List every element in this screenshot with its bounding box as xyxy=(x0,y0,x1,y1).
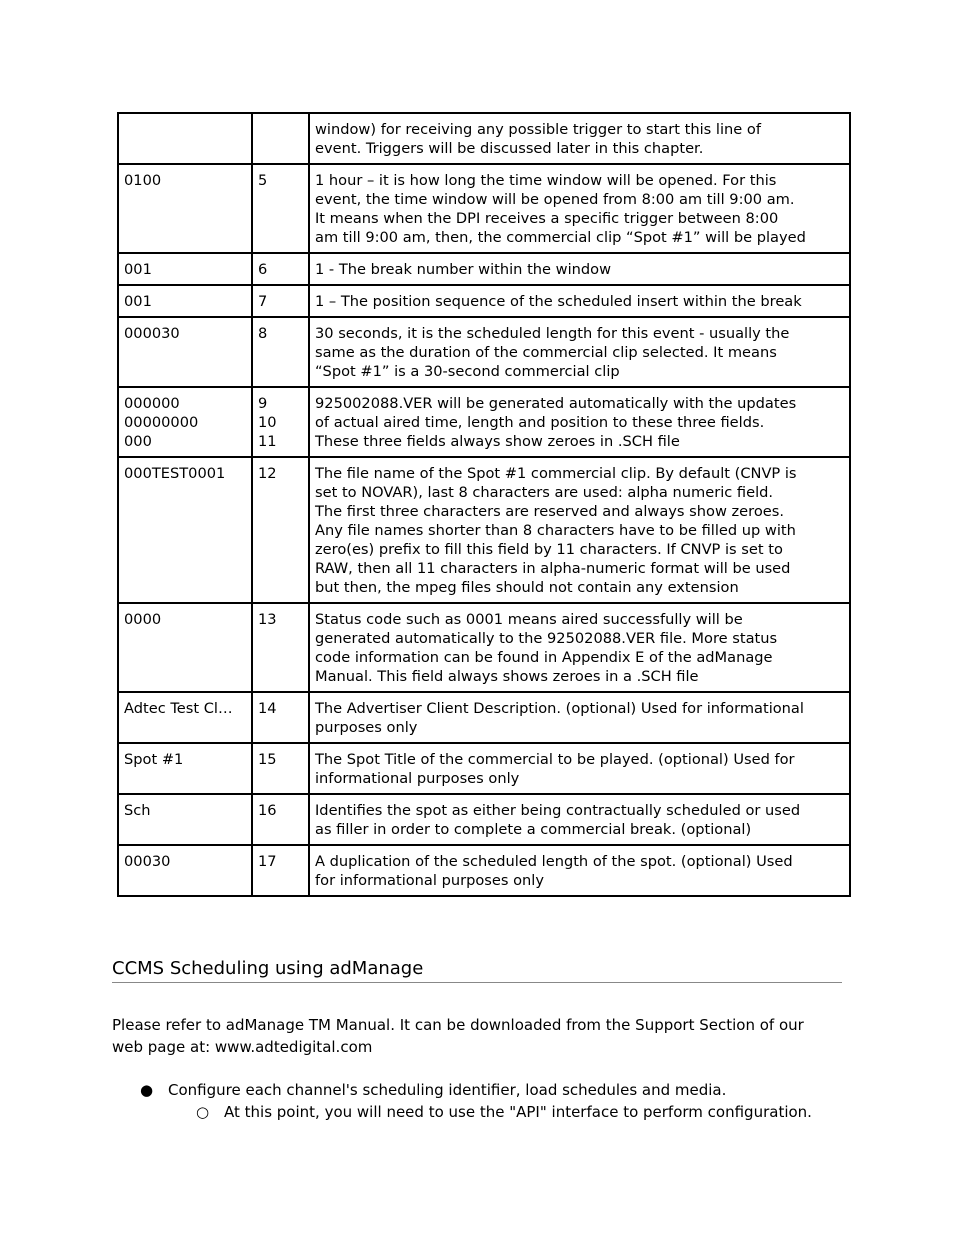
cell-value: Spot #1 xyxy=(118,743,252,794)
bullet-dot-icon: ● xyxy=(140,1081,154,1099)
table-row xyxy=(118,457,850,603)
cell-description: The Spot Title of the commercial to be played. (optional) Used for informational purposes only xyxy=(309,743,850,794)
table-row xyxy=(118,743,850,794)
table-row xyxy=(118,285,850,317)
cell-description: 1 - The break number within the window xyxy=(309,253,850,285)
cell-value xyxy=(118,692,252,743)
cell-description: 30 seconds, it is the scheduled length for this event - usually the same as the duration of the commercial clip selected. It means “Spot #1” is a 30-second commercial clip xyxy=(309,317,850,387)
cell-field-number: 13 xyxy=(252,603,309,692)
table-row xyxy=(118,794,850,845)
field-description-table xyxy=(117,112,851,897)
table-row xyxy=(118,387,850,457)
sub-bullet-circle-icon: ○ xyxy=(196,1103,210,1121)
cell-value: 00030 xyxy=(118,845,252,896)
cell-field-number: 8 xyxy=(252,317,309,387)
cell-field-number: 17 xyxy=(252,845,309,896)
sub-bullet-item-text: At this point, you will need to use the "API" interface to perform configuration. xyxy=(224,1103,812,1121)
table-row xyxy=(118,603,850,692)
cell-description: 925002088.VER will be generated automatically with the updates of actual aired time, length and position to these three fields. These three fields always show zeroes in .SCH file xyxy=(309,387,850,457)
table-row xyxy=(118,113,850,164)
section-paragraph: Please refer to adManage TM Manual. It can be downloaded from the Support Section of our web page at: www.adtedigital.com xyxy=(112,1016,804,1056)
table-row xyxy=(118,317,850,387)
cell-description: 1 – The position sequence of the scheduled insert within the break xyxy=(309,285,850,317)
cell-description: The file name of the Spot #1 commercial clip. By default (CNVP is set to NOVAR), last 8 characters are used: alpha numeric field. The first three characters are reserved and always show zeroes. Any file names shorter than 8 characters have to be filled up with zero(es) prefix to fill this field by 11 characters. If CNVP is set to RAW, then all 11 characters in alpha-numeric format will be used but then, the mpeg files should not contain any extension xyxy=(309,457,850,603)
cell-field-number: 7 xyxy=(252,285,309,317)
bullet-item-text: Configure each channel's scheduling identifier, load schedules and media. xyxy=(168,1081,727,1099)
cell-description: Identifies the spot as either being contractually scheduled or used as filler in order to complete a commercial break. (optional) xyxy=(309,794,850,845)
cell-description: Status code such as 0001 means aired successfully will be generated automatically to the 92502088.VER file. More status code information can be found in Appendix E of the adManage Manual. This field always shows zeroes in a .SCH file xyxy=(309,603,850,692)
bullet-item xyxy=(112,1079,872,1101)
cell-field-number: 16 xyxy=(252,794,309,845)
cell-value: 000030 xyxy=(118,317,252,387)
cell-field-number: 14 xyxy=(252,692,309,743)
bullet-list xyxy=(112,1079,872,1123)
cell-description: The Advertiser Client Description. (optional) Used for informational purposes only xyxy=(309,692,850,743)
cell-field-number: 12 xyxy=(252,457,309,603)
table-row xyxy=(118,164,850,253)
cell-value: 001 xyxy=(118,285,252,317)
cell-description: A duplication of the scheduled length of the spot. (optional) Used for informational purposes only xyxy=(309,845,850,896)
cell-field-number: 5 xyxy=(252,164,309,253)
cell-value: 000000 00000000 000 xyxy=(118,387,252,457)
cell-value: 0000 xyxy=(118,603,252,692)
cell-field-number xyxy=(252,113,309,164)
cell-description: 1 hour – it is how long the time window will be opened. For this event, the time window will be opened from 8:00 am till 9:00 am. It means when the DPI receives a specific trigger between 8:00 am till 9:00 am, then, the commercial clip “Spot #1” will be played xyxy=(309,164,850,253)
cell-value: 000TEST0001 xyxy=(118,457,252,603)
cell-value: 001 xyxy=(118,253,252,285)
cell-field-number: 15 xyxy=(252,743,309,794)
cell-description: window) for receiving any possible trigger to start this line of event. Triggers will be discussed later in this chapter. xyxy=(309,113,850,164)
sub-bullet-item xyxy=(112,1101,872,1123)
section-heading: CCMS Scheduling using adManage xyxy=(112,956,842,983)
cell-value: 0100 xyxy=(118,164,252,253)
table-row xyxy=(118,253,850,285)
table-row xyxy=(118,845,850,896)
cell-value: Sch xyxy=(118,794,252,845)
table-body xyxy=(118,113,850,896)
cell-value xyxy=(118,113,252,164)
field-description-table-wrapper xyxy=(117,112,849,897)
cell-field-number: 9 10 11 xyxy=(252,387,309,457)
table-row xyxy=(118,692,850,743)
cell-field-number: 6 xyxy=(252,253,309,285)
cell-value-text: Adtec Test Cl… xyxy=(124,700,233,717)
